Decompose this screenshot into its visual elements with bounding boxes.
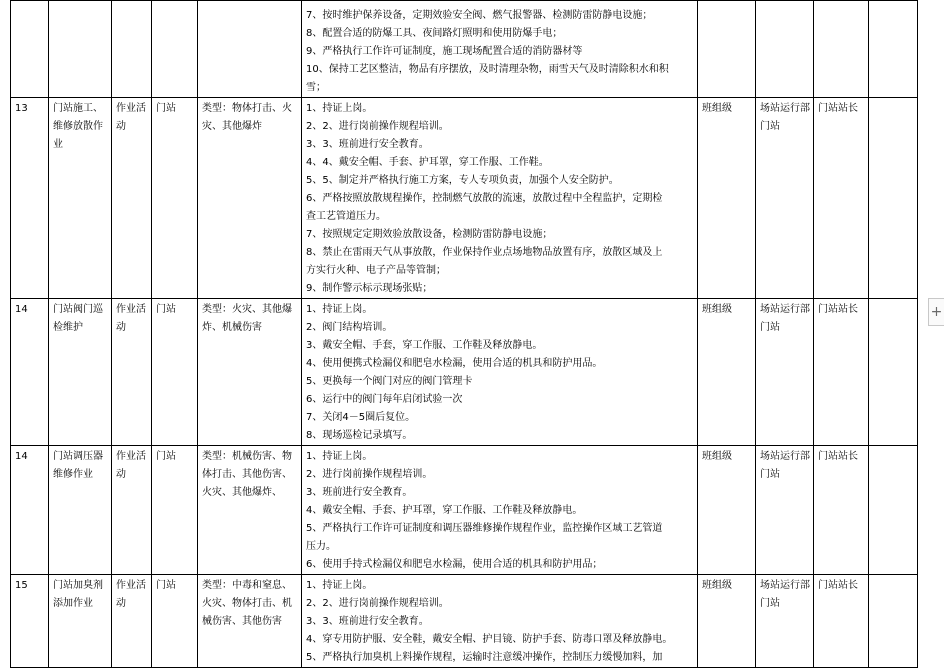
cell-dept: 场站运行部门站 (756, 98, 814, 299)
table-row (11, 1, 918, 98)
measure-line: 5、严格执行工作许可证制度和调压器维修操作规程作业，监控操作区域工艺管道 (306, 523, 663, 534)
measure-line: 2、阀门结构培训。 (306, 322, 393, 333)
measure-line: 4、穿专用防护服、安全鞋，戴安全帽、护目镜、防护手套、防毒口罩及释放静电。 (306, 634, 673, 645)
cell-extra (869, 1, 918, 98)
cell-hazard: 类型：机械伤害、物体打击、其他伤害、火灾、其他爆炸、 (198, 446, 302, 575)
cell-extra (869, 299, 918, 446)
cell-level (698, 1, 756, 98)
cell-name: 门站调压器维修作业 (49, 446, 112, 575)
measure-line: 9、制作警示标示现场张贴； (306, 283, 433, 294)
table-row (11, 446, 918, 575)
cell-level: 班组级 (698, 575, 756, 668)
measure-line: 1、持证上岗。 (306, 451, 373, 462)
cell-measures (302, 446, 698, 575)
cell-hazard (198, 1, 302, 98)
cell-dept: 场站运行部门站 (756, 446, 814, 575)
cell-person: 门站站长 (814, 575, 869, 668)
cell-category: 作业活动 (112, 299, 152, 446)
cell-location: 门站 (152, 446, 198, 575)
cell-level: 班组级 (698, 98, 756, 299)
cell-person: 门站站长 (814, 98, 869, 299)
cell-location: 门站 (152, 98, 198, 299)
measure-line: 方实行火种、电子产品等管制； (306, 265, 446, 276)
measure-line: 6、运行中的阀门每年启闭试验一次 (306, 394, 463, 405)
measure-line: 8、禁止在雷雨天气从事放散，作业保持作业点场地物品放置有序，放散区域及上 (306, 247, 663, 258)
cell-no: 13 (11, 98, 49, 299)
measure-line: 4、戴安全帽、手套、护耳罩，穿工作服、工作鞋及释放静电。 (306, 505, 583, 516)
cell-category: 作业活动 (112, 575, 152, 668)
measure-line: 2、2、进行岗前操作规程培训。 (306, 121, 449, 132)
cell-person (814, 1, 869, 98)
measure-line: 1、持证上岗。 (306, 304, 373, 315)
cell-measures (302, 1, 698, 98)
cell-name: 门站加臭剂添加作业 (49, 575, 112, 668)
measure-line: 5、5、制定并严格执行施工方案，专人专项负责，加强个人安全防护。 (306, 175, 619, 186)
measure-line: 3、3、班前进行安全教育。 (306, 616, 429, 627)
cell-category: 作业活动 (112, 446, 152, 575)
cell-hazard: 类型：中毒和窒息、火灾、物体打击、机械伤害、其他伤害 (198, 575, 302, 668)
cell-category: 作业活动 (112, 98, 152, 299)
measure-line: 2、2、进行岗前操作规程培训。 (306, 598, 449, 609)
measure-line: 4、使用便携式检漏仪和肥皂水检漏，使用合适的机具和防护用品。 (306, 358, 603, 369)
cell-hazard: 类型：火灾、其他爆炸、机械伤害 (198, 299, 302, 446)
table-row (11, 98, 918, 299)
cell-no (11, 1, 49, 98)
measure-line: 雪； (306, 82, 326, 93)
cell-level: 班组级 (698, 299, 756, 446)
measure-line: 压力。 (306, 541, 336, 552)
measure-line: 7、关闭4－5圈后复位。 (306, 412, 416, 423)
measure-line: 3、班前进行安全教育。 (306, 487, 413, 498)
cell-location: 门站 (152, 299, 198, 446)
cell-extra (869, 98, 918, 299)
measure-line: 5、更换每一个阀门对应的阀门管理卡 (306, 376, 473, 387)
measure-line: 8、配置合适的防爆工具、夜间路灯照明和使用防爆手电； (306, 28, 563, 39)
cell-person: 门站站长 (814, 299, 869, 446)
measure-line: 9、严格执行工作许可证制度，施工现场配置合适的消防器材等 (306, 46, 583, 57)
measure-line: 7、按时维护保养设备，定期效验安全阀、燃气报警器、检测防雷防静电设施； (306, 10, 653, 21)
cell-no: 14 (11, 299, 49, 446)
add-page-button[interactable] (928, 298, 944, 326)
cell-name: 门站阀门巡检维护 (49, 299, 112, 446)
cell-extra (869, 575, 918, 668)
cell-extra (869, 446, 918, 575)
measure-line: 6、严格按照放散规程操作，控制燃气放散的流速，放散过程中全程监护，定期检 (306, 193, 663, 204)
cell-dept: 场站运行部门站 (756, 575, 814, 668)
measure-line: 1、持证上岗。 (306, 580, 373, 591)
measure-line: 10、保持工艺区整洁，物品有序摆放，及时清理杂物，雨雪天气及时清除积水和积 (306, 64, 669, 75)
cell-category (112, 1, 152, 98)
table-row (11, 575, 918, 668)
measure-line: 2、进行岗前操作规程培训。 (306, 469, 433, 480)
cell-measures (302, 299, 698, 446)
cell-level: 班组级 (698, 446, 756, 575)
measure-line: 4、4、戴安全帽、手套、护耳罩，穿工作服、工作鞋。 (306, 157, 549, 168)
measure-line: 1、持证上岗。 (306, 103, 373, 114)
measure-line: 8、现场巡检记录填写。 (306, 430, 413, 441)
risk-control-table (10, 0, 918, 668)
cell-name (49, 1, 112, 98)
measure-line: 3、戴安全帽、手套，穿工作服、工作鞋及释放静电。 (306, 340, 543, 351)
cell-name: 门站施工、维修放散作业 (49, 98, 112, 299)
measure-line: 查工艺管道压力。 (306, 211, 386, 222)
table-row (11, 299, 918, 446)
cell-dept: 场站运行部门站 (756, 299, 814, 446)
cell-no: 14 (11, 446, 49, 575)
cell-dept (756, 1, 814, 98)
plus-icon: + (930, 304, 943, 320)
measure-line: 7、按照规定定期效验放散设备，检测防雷防静电设施； (306, 229, 553, 240)
measure-line: 5、严格执行加臭机上料操作规程，运输时注意缓冲操作，控制压力缓慢加料，加 (306, 652, 663, 663)
cell-location: 门站 (152, 575, 198, 668)
measure-line: 6、使用手持式检漏仪和肥皂水检漏，使用合适的机具和防护用品； (306, 559, 603, 570)
measure-line: 3、3、班前进行安全教育。 (306, 139, 429, 150)
cell-location (152, 1, 198, 98)
cell-hazard: 类型：物体打击、火灾、其他爆炸 (198, 98, 302, 299)
cell-no: 15 (11, 575, 49, 668)
cell-person: 门站站长 (814, 446, 869, 575)
cell-measures (302, 575, 698, 668)
cell-measures (302, 98, 698, 299)
